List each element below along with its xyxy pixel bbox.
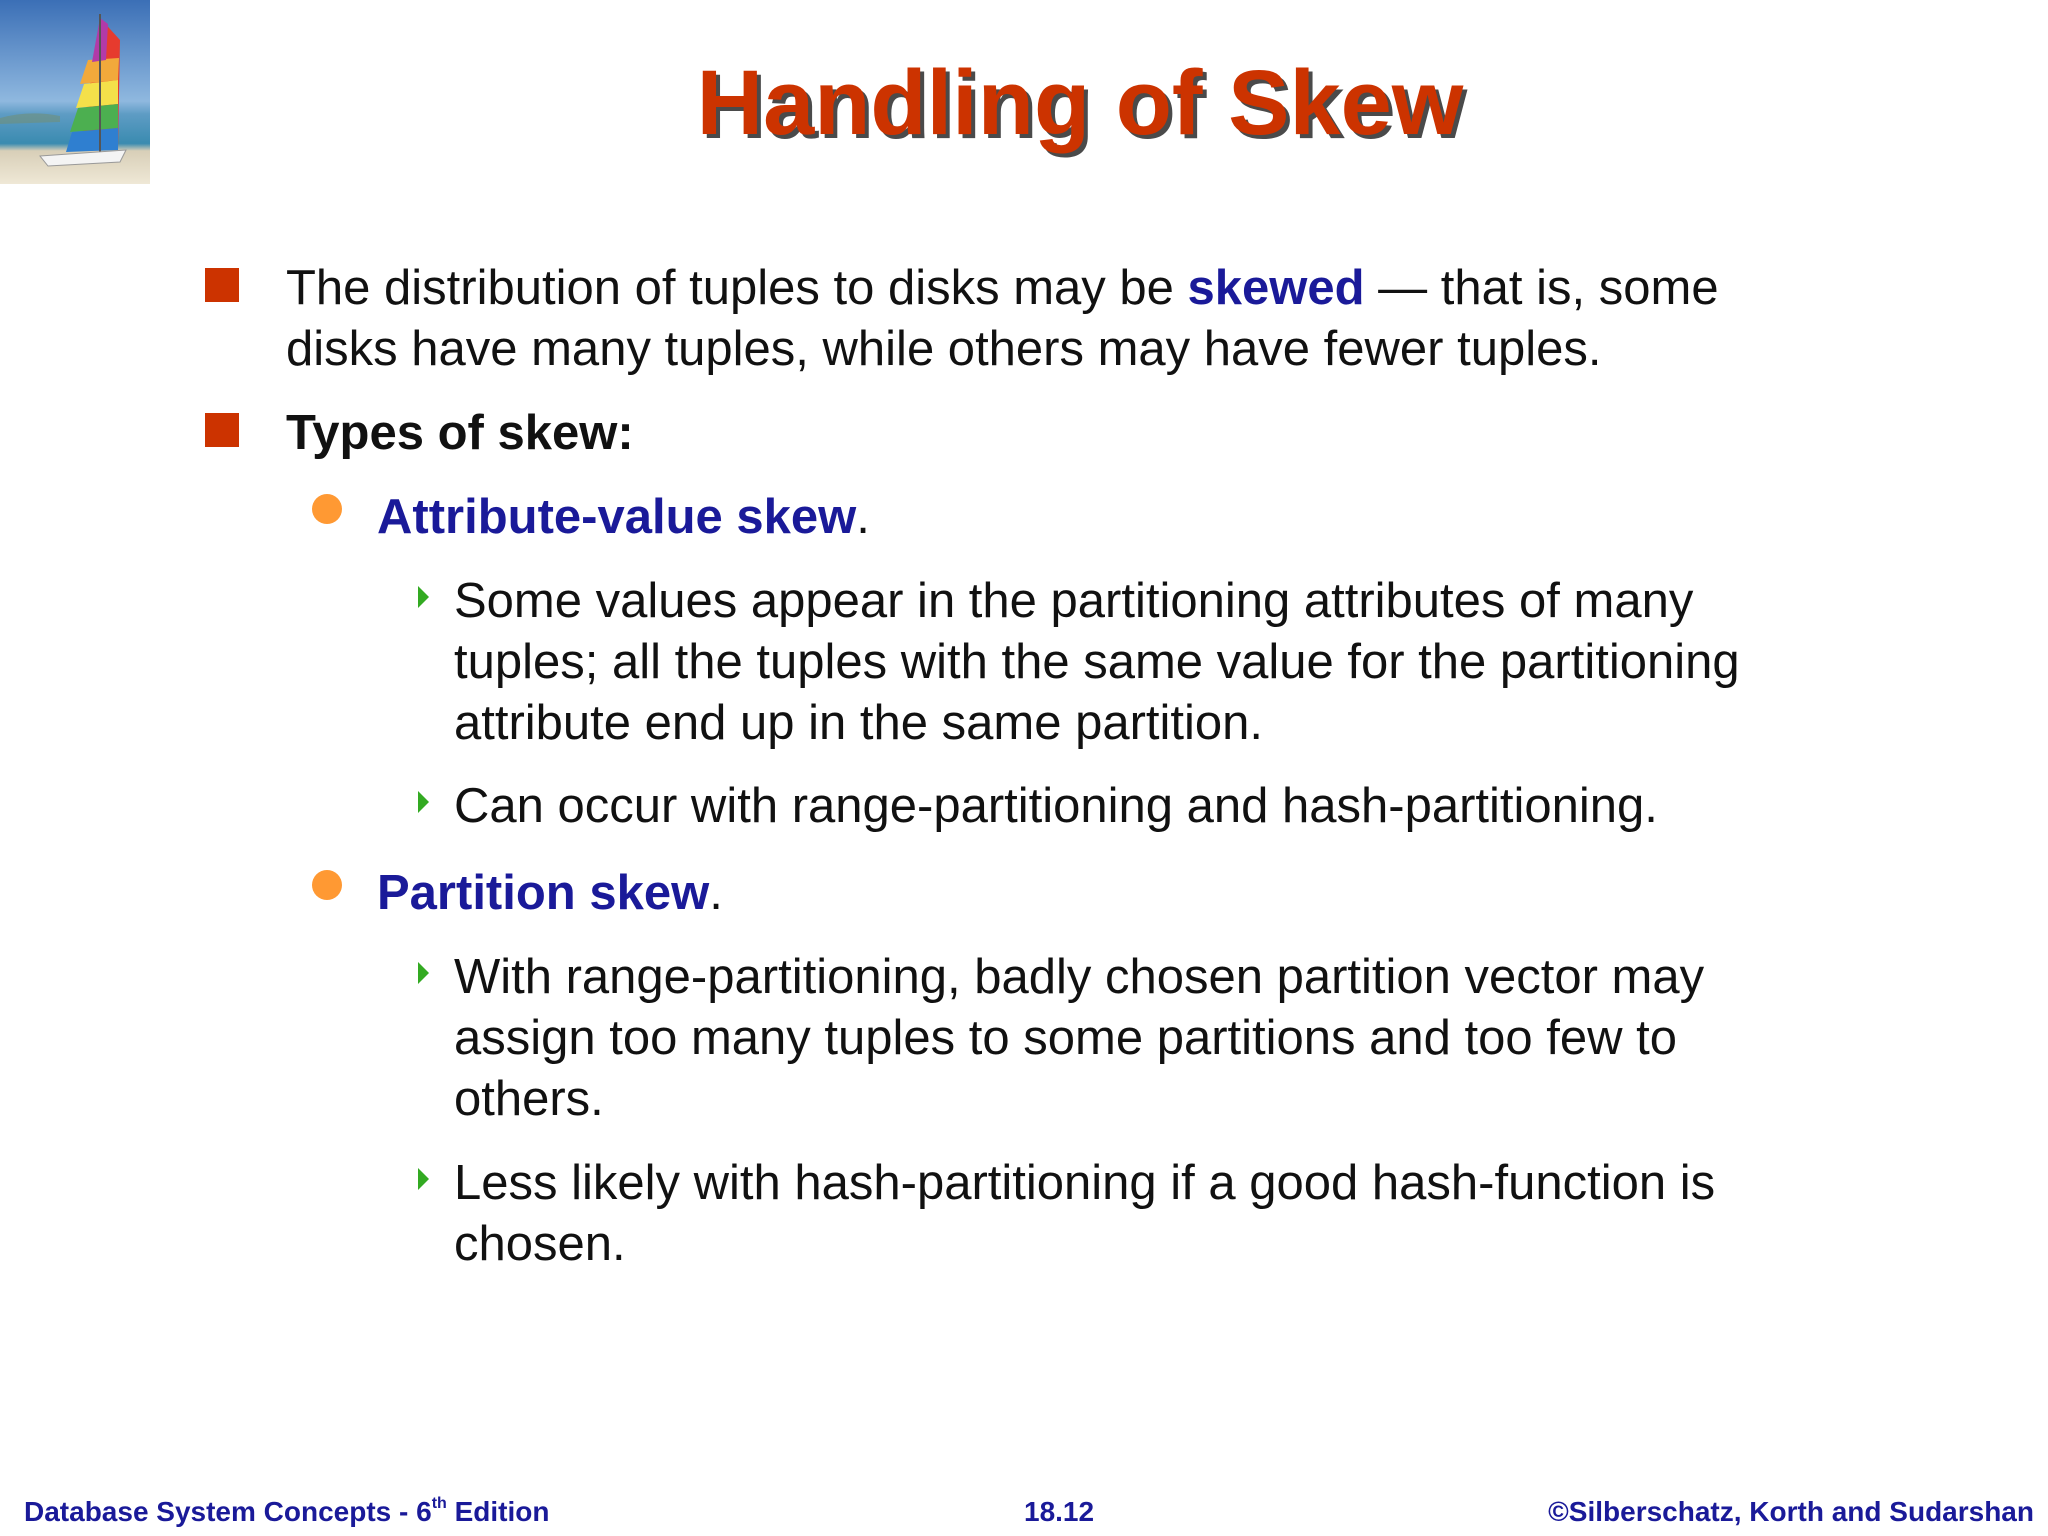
partition-skew-heading <box>377 863 723 924</box>
triangle-bullet-icon <box>418 586 429 608</box>
triangle-bullet-icon <box>418 791 429 813</box>
attribute-value-skew-suffix: . <box>856 490 870 544</box>
bullet-skew-definition <box>286 258 1719 319</box>
slide-title: Handling of Skew <box>696 52 1464 154</box>
attribute-value-skew-heading <box>377 487 870 548</box>
partition-point-1-line2: assign too many tuples to some partitions and too few to <box>454 1011 1677 1065</box>
attribute-value-point-1-line1: Some values appear in the partitioning attributes of many <box>454 574 1694 628</box>
partition-skew-term: Partition skew <box>377 866 710 920</box>
footer-book-suffix: Edition <box>446 1496 550 1527</box>
footer-page-number: 18.12 <box>1024 1496 1095 1527</box>
dot-bullet-icon <box>312 494 342 524</box>
dot-bullet-icon <box>312 870 342 900</box>
partition-point-2-line2: chosen. <box>454 1217 626 1271</box>
attribute-value-point-1-line3: attribute end up in the same partition. <box>454 696 1264 750</box>
bullet-text-pre: The distribution of tuples to disks may be <box>286 261 1188 315</box>
attribute-value-skew-term: Attribute-value skew <box>377 490 857 544</box>
partition-point-1-line3: others. <box>454 1072 604 1126</box>
square-bullet-icon <box>205 268 239 302</box>
footer-copyright: ©Silberschatz, Korth and Sudarshan <box>1548 1496 2034 1527</box>
triangle-bullet-icon <box>418 1168 429 1190</box>
square-bullet-icon <box>205 413 239 447</box>
types-of-skew-heading: Types of skew: <box>286 406 634 460</box>
partition-point-1-line1: With range-partitioning, badly chosen partition vector may <box>454 950 1705 1004</box>
attribute-value-point-2-line1: Can occur with range-partitioning and hash-partitioning. <box>454 779 1658 833</box>
bullet-skew-definition-line2: disks have many tuples, while others may have fewer tuples. <box>286 322 1602 376</box>
footer-book-sup: th <box>431 1495 447 1512</box>
attribute-value-point-1-line2: tuples; all the tuples with the same value for the partitioning <box>454 635 1740 689</box>
partition-point-2-line1: Less likely with hash-partitioning if a good hash-function is <box>454 1156 1716 1210</box>
partition-skew-suffix: . <box>709 866 723 920</box>
bullet-text-post: — that is, some <box>1364 261 1719 315</box>
skewed-term: skewed <box>1187 261 1365 315</box>
footer-book-text: Database System Concepts - 6 <box>24 1496 432 1527</box>
footer-book-title <box>24 1496 549 1528</box>
triangle-bullet-icon <box>418 962 429 984</box>
